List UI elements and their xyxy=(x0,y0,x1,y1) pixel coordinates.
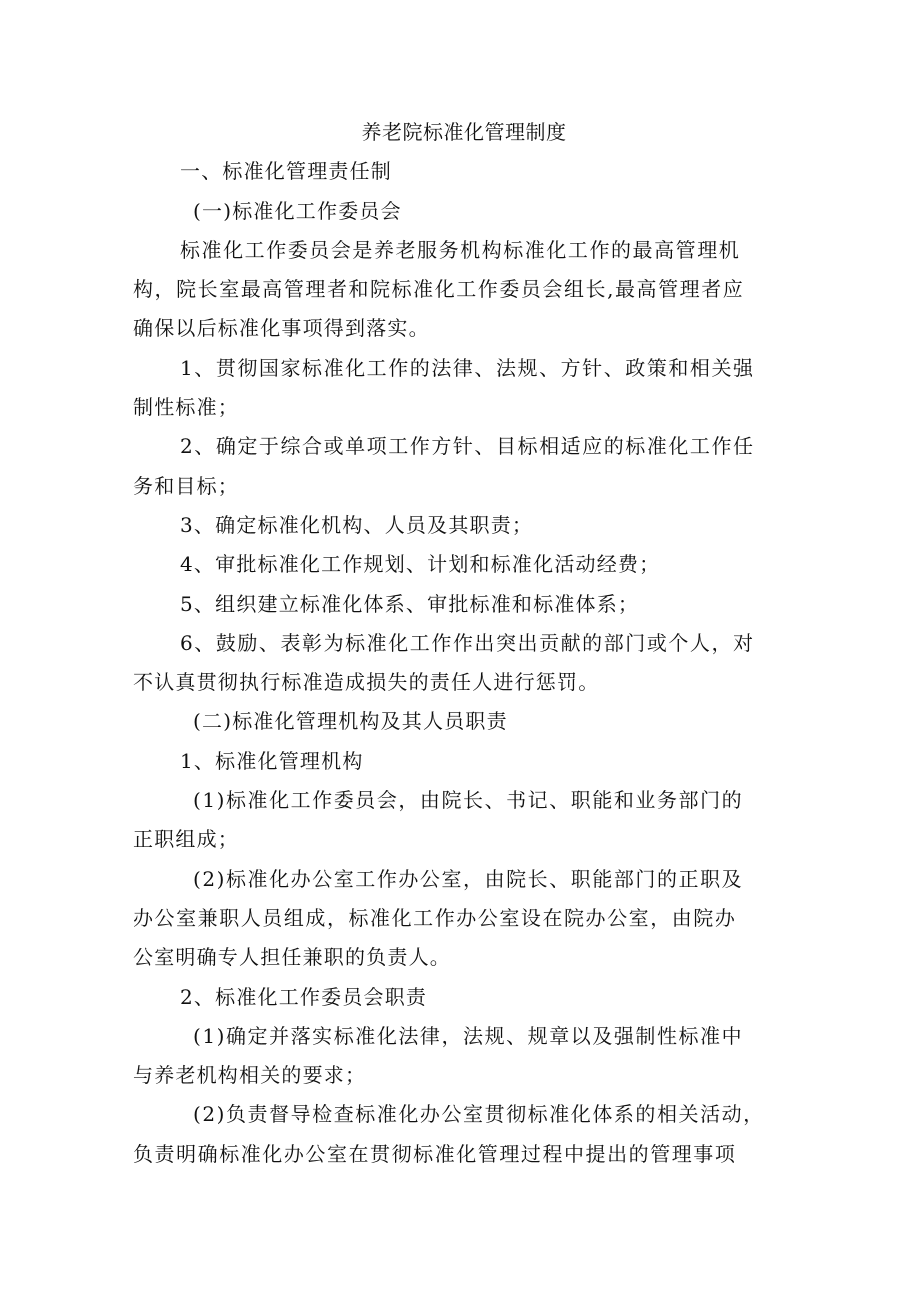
list-item: 1、贯彻国家标准化工作的法律、法规、方针、政策和相关强 xyxy=(180,355,755,380)
subsection-heading: (一)标准化工作委员会 xyxy=(193,198,402,223)
list-item: 5、组织建立标准化体系、审批标准和标准体系； xyxy=(180,591,640,616)
subsection-heading: (二)标准化管理机构及其人员职责 xyxy=(193,709,508,734)
section-heading: 一、标准化管理责任制 xyxy=(180,159,392,184)
list-item-continuation: 正职组成； xyxy=(133,827,239,852)
paragraph-line: 确保以后标准化事项得到落实。 xyxy=(133,316,430,341)
list-item: 4、审批标准化工作规划、计划和标准化活动经费； xyxy=(180,552,661,577)
paragraph-line: 标准化工作委员会是养老服务机构标准化工作的最高管理机 xyxy=(180,237,741,262)
list-item-continuation: 与养老机构相关的要求； xyxy=(133,1063,367,1088)
list-item: 6、鼓励、表彰为标准化工作作出突出贡献的部门或个人，对 xyxy=(180,630,755,655)
list-heading: 1、标准化管理机构 xyxy=(180,748,364,773)
list-item: 3、确定标准化机构、人员及其职责； xyxy=(180,512,534,537)
list-item-continuation: 不认真贯彻执行标准造成损失的责任人进行惩罚。 xyxy=(133,670,600,695)
list-item-continuation: 负责明确标准化办公室在贯彻标准化管理过程中提出的管理事项 xyxy=(133,1141,737,1166)
paragraph-line: 构，院长室最高管理者和院标准化工作委员会组长,最高管理者应 xyxy=(133,277,745,302)
list-item: (2)标准化办公室工作办公室，由院长、职能部门的正职及 xyxy=(193,866,744,891)
list-item: (1)标准化工作委员会，由院长、书记、职能和业务部门的 xyxy=(193,788,744,813)
list-item-continuation: 制性标准； xyxy=(133,395,239,420)
list-item-continuation: 公室明确专人担任兼职的负责人。 xyxy=(133,945,451,970)
list-item-continuation: 务和目标； xyxy=(133,473,239,498)
list-item: (1)确定并落实标准化法律，法规、规章以及强制性标准中 xyxy=(193,1023,744,1048)
document-title: 养老院标准化管理制度 xyxy=(361,120,567,144)
list-item: 2、确定于综合或单项工作方针、目标相适应的标准化工作任 xyxy=(180,434,755,459)
list-heading: 2、标准化工作委员会职责 xyxy=(180,984,428,1009)
list-item-continuation: 办公室兼职人员组成，标准化工作办公室设在院办公室，由院办 xyxy=(133,905,737,930)
list-item: (2)负责督导检查标准化办公室贯彻标准化体系的相关活动， xyxy=(193,1102,765,1127)
